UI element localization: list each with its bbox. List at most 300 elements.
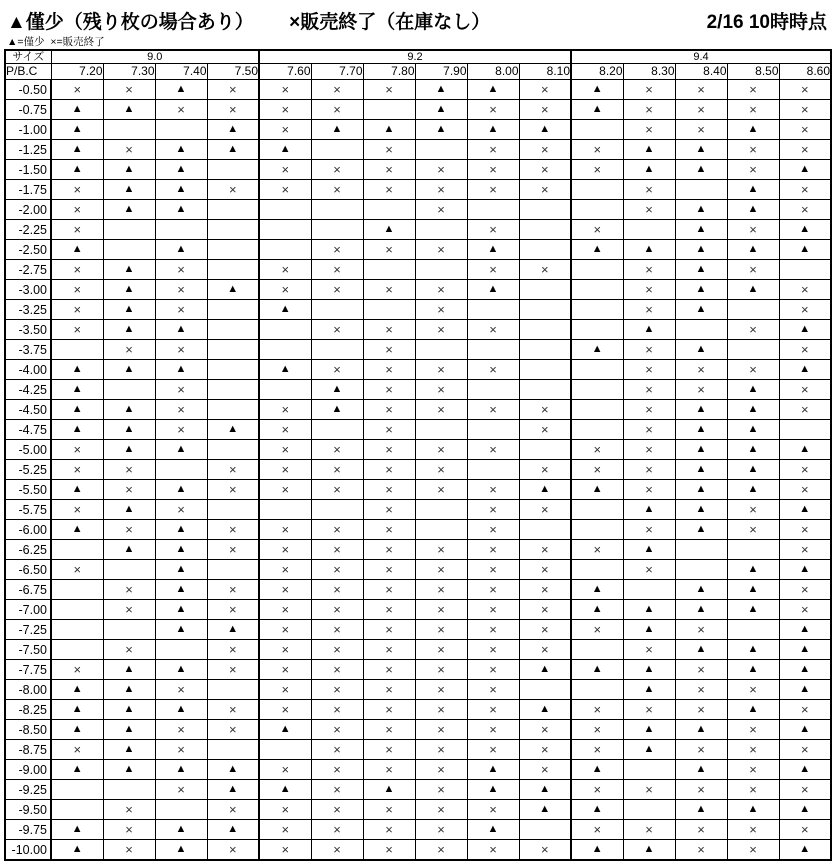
stock-cell: × — [259, 480, 311, 500]
col-head-7.20: 7.20 — [51, 64, 103, 80]
stock-cell: ▲ — [155, 760, 207, 780]
stock-cell: × — [311, 360, 363, 380]
stock-cell: × — [207, 100, 259, 120]
stock-cell: ▲ — [727, 380, 779, 400]
power-label: -6.75 — [5, 580, 51, 600]
stock-cell — [51, 800, 103, 820]
stock-cell: × — [259, 800, 311, 820]
stock-cell: × — [207, 540, 259, 560]
stock-cell: × — [311, 320, 363, 340]
stock-cell: × — [519, 580, 571, 600]
stock-cell: × — [363, 380, 415, 400]
stock-cell: × — [467, 840, 519, 861]
stock-cell: × — [259, 580, 311, 600]
stock-cell: ▲ — [51, 520, 103, 540]
stock-cell: ▲ — [103, 540, 155, 560]
stock-cell: ▲ — [519, 480, 571, 500]
power-label: -5.50 — [5, 480, 51, 500]
stock-cell: × — [675, 620, 727, 640]
stock-cell: × — [779, 140, 831, 160]
stock-cell — [467, 380, 519, 400]
power-label: -4.25 — [5, 380, 51, 400]
stock-cell: ▲ — [675, 640, 727, 660]
stock-cell: ▲ — [727, 700, 779, 720]
stock-cell: × — [519, 180, 571, 200]
stock-cell: × — [363, 420, 415, 440]
stock-cell: × — [363, 640, 415, 660]
stock-cell: ▲ — [51, 100, 103, 120]
power-label: -2.25 — [5, 220, 51, 240]
stock-cell: ▲ — [103, 320, 155, 340]
stock-cell: × — [311, 480, 363, 500]
col-head-8.60: 8.60 — [779, 64, 831, 80]
stock-cell — [103, 120, 155, 140]
stock-cell: × — [51, 500, 103, 520]
stock-cell: × — [623, 400, 675, 420]
stock-cell — [51, 580, 103, 600]
stock-cell — [259, 320, 311, 340]
stock-cell: ▲ — [51, 360, 103, 380]
stock-cell: × — [519, 720, 571, 740]
stock-cell: × — [155, 740, 207, 760]
stock-cell: ▲ — [727, 480, 779, 500]
power-label: -4.00 — [5, 360, 51, 380]
stock-cell: ▲ — [779, 360, 831, 380]
stock-cell: ▲ — [51, 480, 103, 500]
stock-cell: × — [155, 260, 207, 280]
stock-cell — [727, 540, 779, 560]
stock-cell: ▲ — [155, 480, 207, 500]
stock-cell: ▲ — [779, 160, 831, 180]
stock-cell: × — [467, 480, 519, 500]
stock-cell — [207, 440, 259, 460]
stock-cell — [571, 280, 623, 300]
stock-cell: × — [415, 580, 467, 600]
stock-cell: × — [363, 720, 415, 740]
stock-cell: ▲ — [51, 680, 103, 700]
power-bc-header-label: P/B.C — [5, 64, 51, 80]
stock-cell: × — [155, 380, 207, 400]
stock-cell — [259, 380, 311, 400]
stock-cell: × — [415, 600, 467, 620]
stock-cell: ▲ — [727, 560, 779, 580]
stock-cell: ▲ — [727, 420, 779, 440]
stock-cell: ▲ — [207, 280, 259, 300]
stock-cell: × — [311, 740, 363, 760]
stock-cell: ▲ — [51, 840, 103, 861]
stock-cell — [155, 460, 207, 480]
stock-cell: ▲ — [779, 760, 831, 780]
stock-cell: × — [155, 680, 207, 700]
stock-cell — [519, 240, 571, 260]
stock-cell: × — [259, 540, 311, 560]
stock-cell — [727, 620, 779, 640]
power-label: -9.75 — [5, 820, 51, 840]
stock-cell — [207, 200, 259, 220]
stock-cell: ▲ — [467, 80, 519, 100]
stock-cell: ▲ — [155, 360, 207, 380]
stock-cell: × — [415, 700, 467, 720]
stock-cell: × — [311, 640, 363, 660]
stock-cell: × — [259, 260, 311, 280]
stock-cell: × — [467, 660, 519, 680]
stock-cell: ▲ — [467, 120, 519, 140]
stock-cell: × — [727, 760, 779, 780]
stock-cell — [207, 260, 259, 280]
stock-cell: × — [727, 360, 779, 380]
power-label: -8.50 — [5, 720, 51, 740]
stock-cell: ▲ — [155, 700, 207, 720]
stock-cell: × — [259, 840, 311, 861]
table-row — [5, 620, 831, 640]
stock-cell: × — [363, 80, 415, 100]
table-row — [5, 640, 831, 660]
stock-cell: × — [623, 640, 675, 660]
stock-cell: × — [415, 460, 467, 480]
stock-cell: ▲ — [675, 280, 727, 300]
stock-cell — [571, 320, 623, 340]
stock-cell — [207, 560, 259, 580]
sub-legend: ▲=僅少 ×=販売終了 — [7, 36, 105, 48]
stock-cell: × — [519, 740, 571, 760]
stock-cell: × — [519, 760, 571, 780]
stock-cell: × — [259, 680, 311, 700]
stock-cell: × — [467, 520, 519, 540]
stock-cell: ▲ — [727, 580, 779, 600]
stock-cell: × — [623, 360, 675, 380]
size-header-row — [5, 50, 831, 64]
stock-cell — [415, 260, 467, 280]
stock-cell: ▲ — [623, 840, 675, 861]
stock-cell: × — [259, 180, 311, 200]
stock-cell: ▲ — [51, 120, 103, 140]
stock-cell: × — [727, 80, 779, 100]
table-row — [5, 660, 831, 680]
stock-cell: × — [363, 280, 415, 300]
stock-cell: ▲ — [675, 800, 727, 820]
stock-cell — [259, 240, 311, 260]
stock-cell: ▲ — [675, 720, 727, 740]
stock-cell — [155, 120, 207, 140]
stock-cell: × — [51, 320, 103, 340]
stock-cell: ▲ — [51, 160, 103, 180]
page-header — [0, 0, 835, 34]
stock-cell: × — [779, 400, 831, 420]
stock-cell — [675, 320, 727, 340]
stock-cell: × — [311, 260, 363, 280]
stock-cell: ▲ — [571, 760, 623, 780]
stock-cell — [415, 340, 467, 360]
stock-cell: × — [363, 400, 415, 420]
stock-cell: ▲ — [727, 180, 779, 200]
stock-cell: ▲ — [207, 620, 259, 640]
stock-cell — [467, 300, 519, 320]
stock-cell: ▲ — [51, 380, 103, 400]
stock-cell: ▲ — [675, 220, 727, 240]
stock-cell: × — [363, 800, 415, 820]
stock-cell: × — [259, 280, 311, 300]
stock-cell: ▲ — [207, 140, 259, 160]
stock-cell — [519, 300, 571, 320]
col-head-8.30: 8.30 — [623, 64, 675, 80]
stock-cell: × — [207, 720, 259, 740]
stock-cell — [311, 200, 363, 220]
stock-cell — [675, 560, 727, 580]
stock-cell: × — [779, 580, 831, 600]
stock-cell: × — [519, 420, 571, 440]
stock-cell — [51, 780, 103, 800]
stock-cell: ▲ — [155, 520, 207, 540]
stock-cell: × — [259, 520, 311, 540]
stock-cell: × — [51, 200, 103, 220]
table-row — [5, 580, 831, 600]
stock-cell: × — [259, 560, 311, 580]
stock-cell: ▲ — [675, 460, 727, 480]
stock-cell: × — [207, 180, 259, 200]
stock-cell: ▲ — [779, 660, 831, 680]
stock-cell: × — [467, 560, 519, 580]
stock-cell: × — [675, 660, 727, 680]
stock-cell: × — [51, 440, 103, 460]
stock-cell: × — [779, 480, 831, 500]
stock-cell: × — [623, 520, 675, 540]
power-label: -5.25 — [5, 460, 51, 480]
table-row — [5, 760, 831, 780]
stock-cell: ▲ — [675, 500, 727, 520]
stock-cell: × — [623, 180, 675, 200]
table-row — [5, 560, 831, 580]
stock-cell — [51, 600, 103, 620]
power-label: -8.00 — [5, 680, 51, 700]
stock-cell: ▲ — [519, 800, 571, 820]
stock-cell: × — [155, 280, 207, 300]
stock-cell: ▲ — [571, 240, 623, 260]
table-row — [5, 220, 831, 240]
table-head — [5, 50, 831, 80]
stock-cell — [779, 260, 831, 280]
stock-cell: × — [675, 840, 727, 861]
stock-cell — [51, 340, 103, 360]
stock-cell — [311, 420, 363, 440]
stock-cell: ▲ — [207, 760, 259, 780]
stock-cell: × — [467, 540, 519, 560]
stock-cell: ▲ — [779, 560, 831, 580]
stock-cell: × — [311, 720, 363, 740]
stock-cell: ▲ — [51, 720, 103, 740]
stock-cell: × — [311, 600, 363, 620]
stock-cell: × — [363, 160, 415, 180]
stock-cell: × — [467, 720, 519, 740]
stock-cell: ▲ — [571, 580, 623, 600]
stock-cell: × — [415, 620, 467, 640]
stock-cell: ▲ — [259, 360, 311, 380]
stock-cell: × — [415, 400, 467, 420]
stock-cell: × — [675, 680, 727, 700]
stock-cell: ▲ — [675, 600, 727, 620]
stock-cell — [155, 800, 207, 820]
stock-cell: × — [103, 600, 155, 620]
stock-cell: ▲ — [571, 660, 623, 680]
stock-cell: × — [571, 160, 623, 180]
stock-cell: ▲ — [623, 600, 675, 620]
stock-cell: × — [363, 340, 415, 360]
stock-cell: × — [259, 460, 311, 480]
stock-cell: × — [311, 520, 363, 540]
stock-cell: × — [727, 780, 779, 800]
stock-cell — [103, 220, 155, 240]
stock-cell: × — [467, 320, 519, 340]
table-row — [5, 480, 831, 500]
stock-cell: × — [415, 240, 467, 260]
stock-cell: × — [311, 620, 363, 640]
stock-cell: × — [415, 640, 467, 660]
stock-cell: ▲ — [415, 80, 467, 100]
stock-cell: ▲ — [103, 180, 155, 200]
stock-cell: × — [259, 760, 311, 780]
stock-cell: × — [259, 600, 311, 620]
stock-cell: × — [415, 180, 467, 200]
stock-cell: × — [779, 120, 831, 140]
col-head-8.00: 8.00 — [467, 64, 519, 80]
stock-cell — [571, 380, 623, 400]
power-label: -3.75 — [5, 340, 51, 360]
col-head-8.50: 8.50 — [727, 64, 779, 80]
stock-cell — [259, 500, 311, 520]
table-row — [5, 520, 831, 540]
stock-cell: ▲ — [675, 440, 727, 460]
power-label: -7.25 — [5, 620, 51, 640]
stock-cell: ▲ — [727, 640, 779, 660]
stock-cell: × — [103, 340, 155, 360]
stock-cell — [207, 500, 259, 520]
stock-cell: ▲ — [51, 400, 103, 420]
stock-cell: × — [103, 580, 155, 600]
stock-cell: ▲ — [103, 720, 155, 740]
stock-cell: × — [363, 360, 415, 380]
stock-cell: ▲ — [675, 400, 727, 420]
stock-cell: × — [571, 720, 623, 740]
stock-cell: × — [571, 740, 623, 760]
stock-cell: × — [103, 520, 155, 540]
stock-cell: ▲ — [103, 660, 155, 680]
stock-cell — [571, 180, 623, 200]
stock-cell — [415, 420, 467, 440]
stock-cell: ▲ — [779, 640, 831, 660]
stock-cell: × — [415, 540, 467, 560]
stock-cell: × — [519, 400, 571, 420]
stock-cell: ▲ — [103, 400, 155, 420]
stock-cell: ▲ — [675, 200, 727, 220]
stock-cell: × — [779, 80, 831, 100]
table-row — [5, 440, 831, 460]
stock-cell — [571, 520, 623, 540]
stock-cell: × — [415, 200, 467, 220]
stock-cell: × — [415, 820, 467, 840]
stock-cell: × — [519, 160, 571, 180]
stock-cell: ▲ — [623, 720, 675, 740]
stock-cell: × — [415, 720, 467, 740]
stock-cell — [311, 300, 363, 320]
stock-cell: × — [415, 660, 467, 680]
stock-cell: × — [207, 800, 259, 820]
stock-cell — [571, 640, 623, 660]
stock-cell: × — [415, 840, 467, 861]
stock-cell: × — [363, 680, 415, 700]
stock-cell: × — [363, 740, 415, 760]
stock-cell: × — [623, 200, 675, 220]
table-row — [5, 240, 831, 260]
stock-cell: × — [779, 300, 831, 320]
stock-cell: × — [519, 560, 571, 580]
stock-cell: × — [623, 100, 675, 120]
stock-cell — [51, 640, 103, 660]
stock-cell: × — [519, 100, 571, 120]
stock-cell: × — [467, 740, 519, 760]
stock-cell: × — [623, 120, 675, 140]
stock-cell — [259, 340, 311, 360]
table-row — [5, 200, 831, 220]
stock-cell: × — [207, 660, 259, 680]
stock-cell — [207, 740, 259, 760]
stock-cell: ▲ — [675, 240, 727, 260]
stock-cell: × — [311, 180, 363, 200]
stock-cell: × — [415, 440, 467, 460]
stock-cell: ▲ — [467, 820, 519, 840]
stock-cell: ▲ — [259, 780, 311, 800]
stock-cell: ▲ — [727, 400, 779, 420]
stock-cell: ▲ — [311, 380, 363, 400]
stock-cell: × — [623, 280, 675, 300]
legend-title — [7, 7, 490, 34]
stock-cell: × — [415, 360, 467, 380]
stock-cell: × — [311, 240, 363, 260]
stock-cell — [155, 220, 207, 240]
stock-cell: × — [207, 840, 259, 861]
stock-cell: × — [519, 600, 571, 620]
stock-cell: × — [675, 120, 727, 140]
stock-cell: ▲ — [259, 300, 311, 320]
stock-cell: ▲ — [103, 300, 155, 320]
stock-cell: × — [727, 740, 779, 760]
stock-cell: × — [415, 480, 467, 500]
stock-cell: × — [519, 540, 571, 560]
stock-cell: × — [311, 80, 363, 100]
size-group-9.0: 9.0 — [51, 50, 259, 64]
stock-cell — [519, 820, 571, 840]
stock-cell: × — [155, 780, 207, 800]
stock-cell: × — [51, 740, 103, 760]
stock-cell: ▲ — [727, 660, 779, 680]
stock-cell: ▲ — [51, 760, 103, 780]
stock-cell: × — [779, 380, 831, 400]
stock-cell: × — [363, 240, 415, 260]
stock-cell: × — [311, 780, 363, 800]
power-label: -3.50 — [5, 320, 51, 340]
stock-cell: × — [259, 620, 311, 640]
stock-cell: × — [259, 100, 311, 120]
power-label: -3.25 — [5, 300, 51, 320]
stock-cell: × — [51, 220, 103, 240]
stock-cell: × — [727, 520, 779, 540]
stock-cell: × — [779, 520, 831, 540]
stock-cell: × — [363, 320, 415, 340]
stock-cell — [571, 120, 623, 140]
power-label: -9.50 — [5, 800, 51, 820]
stock-cell: × — [51, 80, 103, 100]
stock-cell: × — [259, 120, 311, 140]
power-label: -9.25 — [5, 780, 51, 800]
stock-cell: × — [51, 260, 103, 280]
